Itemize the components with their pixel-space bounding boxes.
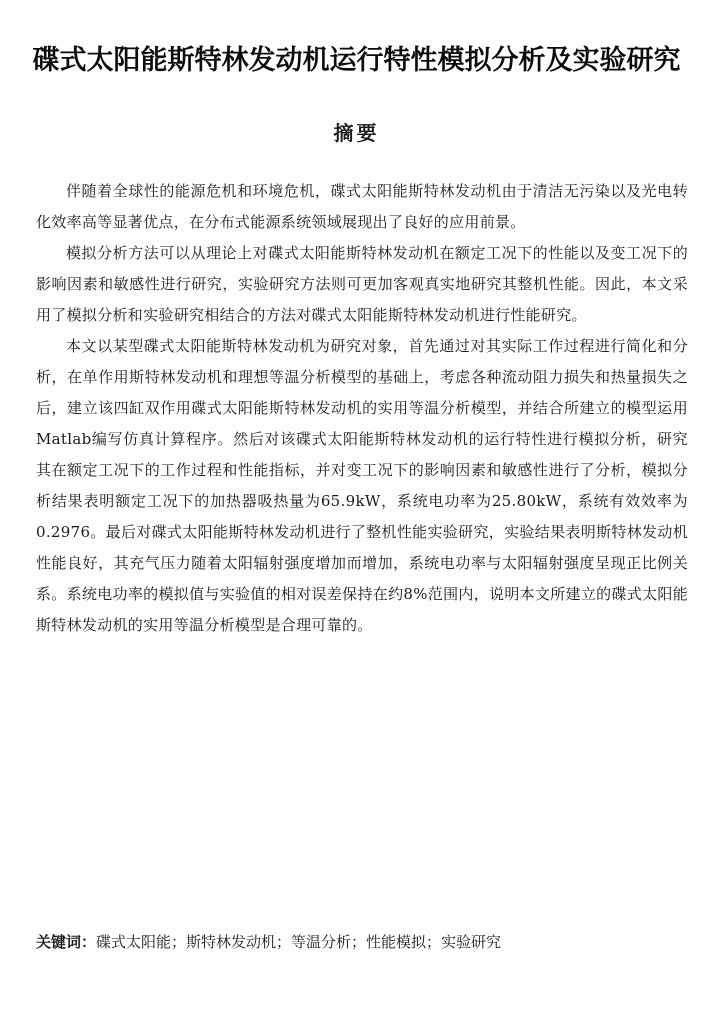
abstract-body xyxy=(36,176,688,641)
keywords-label: 关键词： xyxy=(36,933,97,951)
abstract-paragraph-2: 模拟分析方法可以从理论上对碟式太阳能斯特林发动机在额定工况下的性能以及变工况下的影响因素和敏感性进行研究，实验研究方法则可更加客观真实地研究其整机性能。因此，本文采用了模拟分析和实验研究相结合的方法对碟式太阳能斯特林发动机进行性能研究。 xyxy=(36,244,688,324)
abstract-heading: 摘要 xyxy=(333,121,380,145)
abstract-paragraph-1: 伴随着全球性的能源危机和环境危机，碟式太阳能斯特林发动机由于清洁无污染以及光电转化效率高等显著优点，在分布式能源系统领域展现出了良好的应用前景。 xyxy=(36,182,688,231)
keywords-line xyxy=(36,927,686,957)
abstract-paragraph-3: 本文以某型碟式太阳能斯特林发动机为研究对象，首先通过对其实际工作过程进行简化和分析，在单作用斯特林发动机和理想等温分析模型的基础上，考虑各种流动阻力损失和热量损失之后，建立该四缸双作用碟式太阳能斯特林发动机的实用等温分析模型，并结合所建立的模型运用Matlab编写仿真计算程序。然后对该碟式太阳能斯特林发动机的运行特性进行模拟分析，研究其在额定工况下的工作过程和性能指标，并对变工况下的影响因素和敏感性进行了分析，模拟分析结果表明额定工况下的加热器吸热量为65.9kW，系统电功率为25.80kW，系统有效效率为0.2976。最后对碟式太阳能斯特林发动机进行了整机性能实验研究，实验结果表明斯特林发动机性能良好，其充气压力随着太阳辐射强度增加而增加，系统电功率与太阳辐射强度呈现正比例关系。系统电功率的模拟值与实验值的相对误差保持在约8%范围内，说明本文所建立的碟式太阳能斯特林发动机的实用等温分析模型是合理可靠的。 xyxy=(36,337,688,634)
keywords-text: 碟式太阳能；斯特林发动机；等温分析；性能模拟；实验研究 xyxy=(96,933,502,951)
document-title: 碟式太阳能斯特林发动机运行特性模拟分析及实验研究 xyxy=(32,45,681,76)
